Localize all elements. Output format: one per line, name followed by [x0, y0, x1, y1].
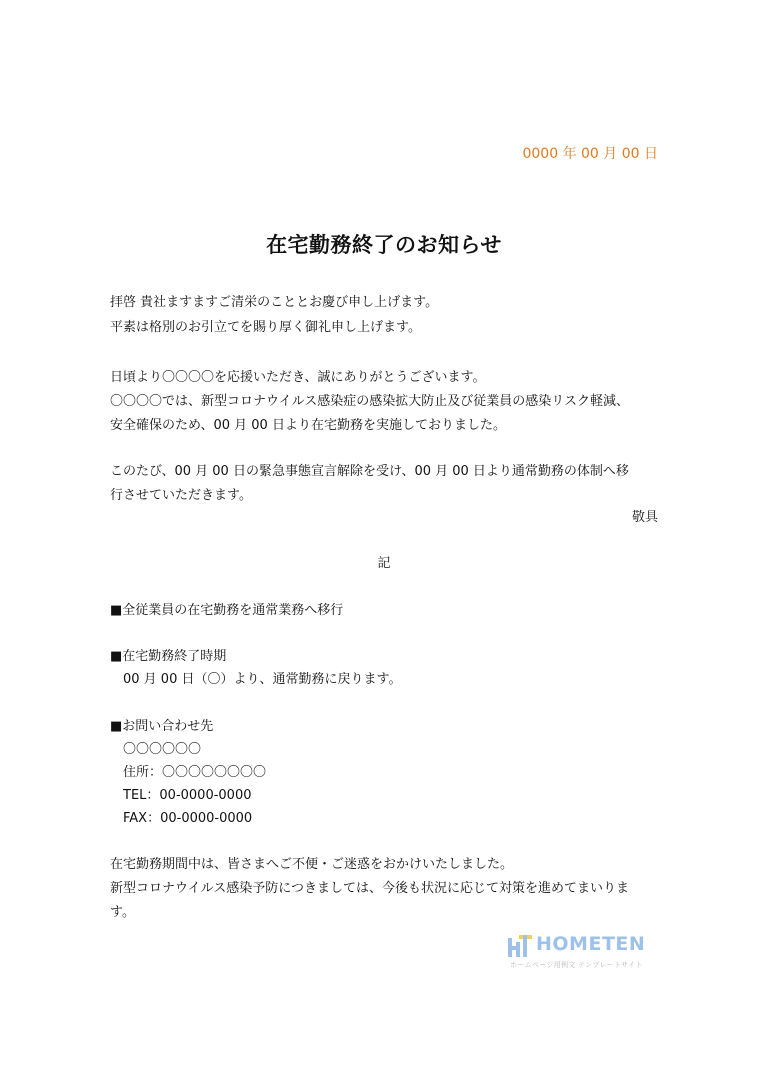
body-p1-line-3: 安全確保のため、00 月 00 日より在宅勤務を実施しておりました。	[110, 418, 506, 433]
footer-line-1: 在宅勤務期間中は、皆さまへご不便・ご迷惑をおかけいたしました。	[110, 857, 514, 872]
contact-fax: FAX：00-0000-0000	[123, 811, 253, 826]
date: 0000 年 00 月 00 日	[522, 146, 658, 162]
item-3-title: ■お問い合わせ先	[110, 719, 214, 734]
body-p1-line-1: 日頃より〇〇〇〇を応援いただき、誠にありがとうございます。	[110, 370, 486, 385]
item-2-title: ■在宅勤務終了時期	[110, 649, 227, 664]
greeting-line-1: 拝啓 貴社ますますご清栄のこととお慶び申し上げます。	[110, 295, 439, 310]
hometen-logo-subtitle: ホームページ用例文 テンプレートサイト	[510, 961, 643, 969]
contact-address: 住所：〇〇〇〇〇〇〇〇	[123, 765, 267, 780]
ki-heading: 記	[377, 556, 391, 571]
hometen-logo-mark-icon	[507, 934, 533, 958]
hometen-logo	[507, 934, 657, 970]
document-title: 在宅勤務終了のお知らせ	[266, 232, 502, 257]
body-p1-line-2: 〇〇〇〇では、新型コロナウイルス感染症の感染拡大防止及び従業員の感染リスク軽減、	[110, 394, 629, 409]
contact-tel: TEL：00-0000-0000	[123, 788, 252, 803]
contact-name: 〇〇〇〇〇〇	[123, 742, 202, 757]
greeting-line-2: 平素は格別のお引立てを賜り厚く御礼申し上げます。	[110, 320, 421, 335]
footer-line-3: す。	[110, 905, 135, 920]
footer-line-2: 新型コロナウイルス感染予防につきましては、今後も状況に応じて対策を進めてまいりま	[110, 881, 629, 896]
body-p2-line-1: このたび、00 月 00 日の緊急事態宣言解除を受け、00 月 00 日より通常勤務の体制へ移	[110, 464, 629, 479]
item-1-title: ■全従業員の在宅勤務を通常業務へ移行	[110, 603, 344, 618]
hometen-logo-name: HOMETEN	[536, 933, 646, 955]
body-p2-line-2: 行させていただきます。	[110, 488, 252, 503]
closing-keigu: 敬具	[631, 510, 658, 525]
item-2-detail: 00 月 00 日（〇）より、通常勤務に戻ります。	[123, 672, 402, 687]
